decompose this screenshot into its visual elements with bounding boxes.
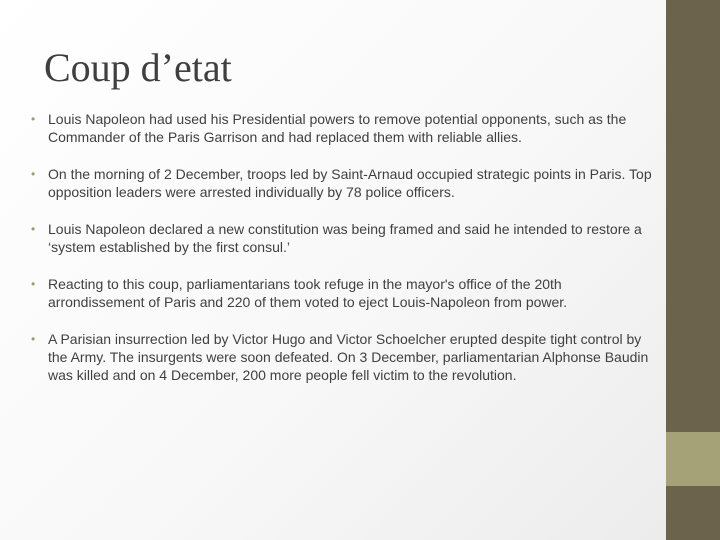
- decorative-sidebar-accent: [666, 432, 720, 486]
- bullet-icon: •: [31, 222, 36, 236]
- bullet-icon: •: [31, 332, 36, 346]
- bullet-text: Louis Napoleon had used his Presidential powers to remove potential opponents, such as the Commander of the Paris Garrison and had replaced them with reliable allies.: [48, 111, 627, 145]
- bullet-item-1: [30, 110, 654, 146]
- bullet-list: [30, 110, 654, 403]
- bullet-icon: •: [31, 167, 36, 181]
- bullet-item-5: [30, 330, 654, 384]
- bullet-text: A Parisian insurrection led by Victor Hugo and Victor Schoelcher erupted despite tight control by the Army. The insurgents were soon defeated. On 3 December, parliamentarian Alphonse Baudin was killed and on 4 December, 200 more people fell victim to the revolution.: [48, 331, 649, 383]
- bullet-icon: •: [31, 112, 36, 126]
- bullet-item-2: [30, 165, 654, 201]
- bullet-item-3: [30, 220, 654, 256]
- bullet-icon: •: [31, 277, 36, 291]
- slide-title: Coup d’etat: [44, 45, 232, 90]
- bullet-text: Louis Napoleon declared a new constitution was being framed and said he intended to restore a ‘system established by the first consul.’: [48, 221, 642, 255]
- bullet-text: Reacting to this coup, parliamentarians took refuge in the mayor's office of the 20th arrondissement of Paris and 220 of them voted to eject Louis-Napoleon from power.: [48, 276, 568, 310]
- bullet-item-4: [30, 275, 654, 311]
- bullet-text: On the morning of 2 December, troops led by Saint-Arnaud occupied strategic points in Paris. Top opposition leaders were arrested individually by 78 police officers.: [48, 166, 652, 200]
